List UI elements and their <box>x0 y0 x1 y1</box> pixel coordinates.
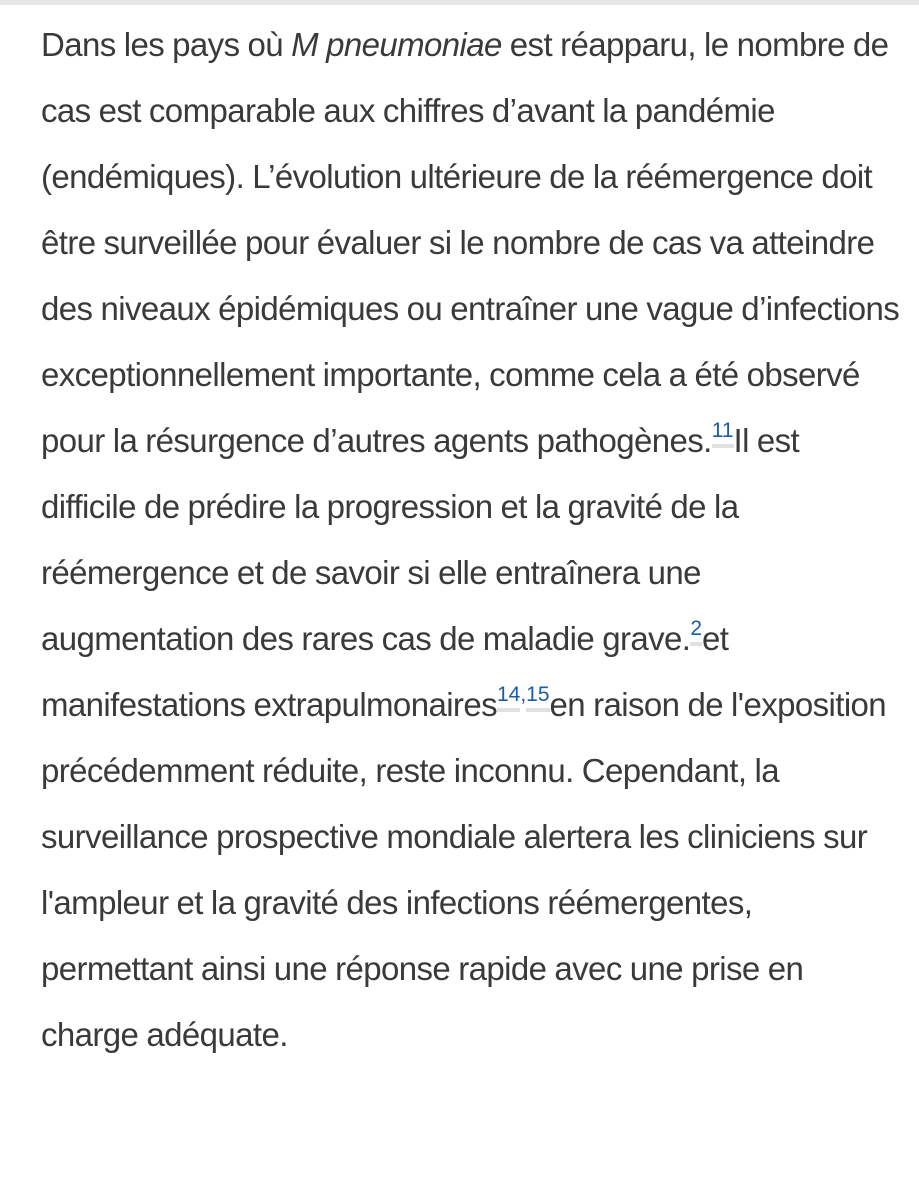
sentence-text: est réapparu, le nombre de cas est comparable aux chiffres d’avant la pandémie (endémiques). L’évolution ultérieure de la réémergence doit être surveillée pour évaluer si le nombre de cas va atteindre des niveaux épidémiques ou entraîner une vague d’infections exceptionnellement importante, comme cela a été observé pour la résurgence d’autres agents pathogènes. <box>41 26 900 459</box>
sentence-text: en raison de l'exposition précédemment réduite, reste inconnu. Cependant, la surveillance prospective mondiale alertera les cliniciens sur l'ampleur et la gravité des infections réémergentes, permettant ainsi une réponse rapide avec une prise en charge adéquate. <box>41 686 887 1053</box>
citation-link-15[interactable]: 15 <box>526 683 549 712</box>
citation-11 <box>712 419 734 448</box>
top-divider-bar <box>0 0 919 5</box>
citation-14-15 <box>497 683 550 712</box>
sentence-text: Il est difficile de prédire la progression et la gravité de la réémergence et de savoir si elle entraînera une augmentation des rares cas de maladie grave. <box>41 422 800 657</box>
citation-link-2[interactable]: 2 <box>690 617 702 646</box>
species-name: M pneumoniae <box>291 26 502 63</box>
citation-2 <box>690 617 702 646</box>
citation-link-14[interactable]: 14 <box>497 683 520 712</box>
citation-separator: , <box>520 683 527 706</box>
sentence-text: et manifestations extrapulmonaires <box>41 620 729 723</box>
article-body <box>41 12 901 1068</box>
article-paragraph <box>41 12 901 1068</box>
sentence-text: Dans les pays où <box>41 26 292 63</box>
citation-link-11[interactable]: 11 <box>712 419 734 448</box>
